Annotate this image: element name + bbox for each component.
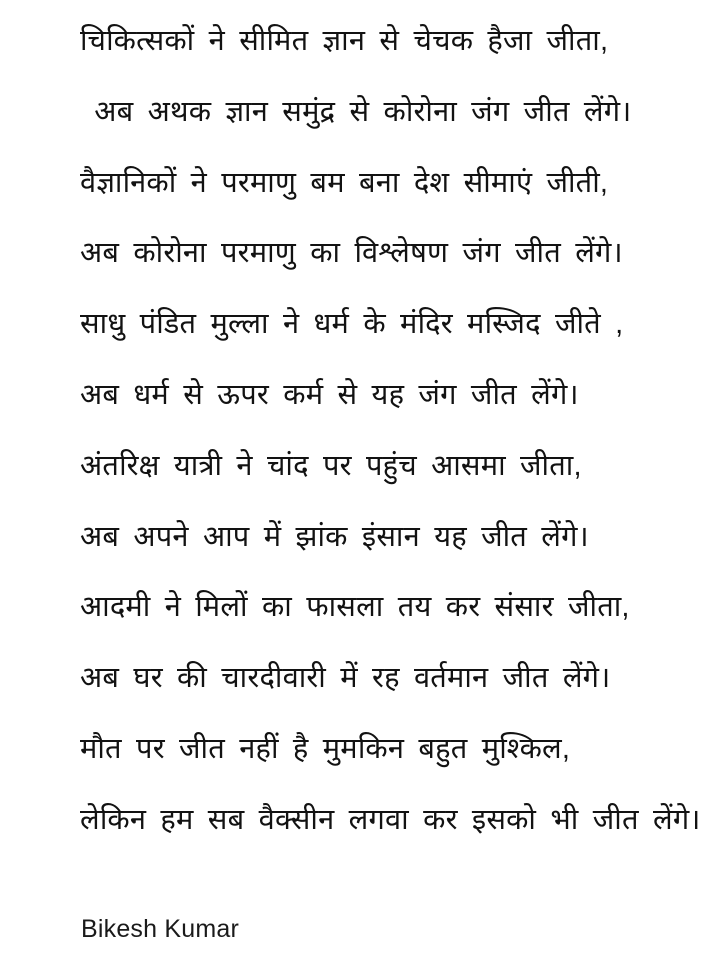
poem-line: अंतरिक्ष यात्री ने चांद पर पहुंच आसमा जीता, [80, 449, 582, 482]
poem-line: लेकिन हम सब वैक्सीन लगवा कर इसको भी जीत लेंगे। [80, 803, 701, 836]
poem-line: अब कोरोना परमाणु का विश्लेषण जंग जीत लेंगे। [80, 237, 623, 270]
poem-line: वैज्ञानिकों ने परमाणु बम बना देश सीमाएं जीती, [80, 166, 609, 199]
poem-line: आदमी ने मिलों का फासला तय कर संसार जीता, [80, 591, 630, 624]
poem-body [80, 6, 701, 856]
poem-line: मौत पर जीत नहीं है मुमकिन बहुत मुश्किल, [80, 732, 571, 765]
author-name: Bikesh Kumar [81, 915, 240, 943]
poem-line: अब घर की चारदीवारी में रह वर्तमान जीत लेंगे। [80, 662, 611, 695]
poem-line: अब अपने आप में झांक इंसान यह जीत लेंगे। [80, 520, 589, 553]
poem-line: अब धर्म से ऊपर कर्म से यह जंग जीत लेंगे। [80, 378, 579, 411]
poem-line: चिकित्सकों ने सीमित ज्ञान से चेचक हैजा जीता, [80, 25, 609, 57]
poem-line: साधु पंडित मुल्ला ने धर्म के मंदिर मस्जिद जीते , [80, 308, 624, 341]
poem-line: अब अथक ज्ञान समुंद्र से कोरोना जंग जीत लेंगे। [80, 95, 632, 128]
